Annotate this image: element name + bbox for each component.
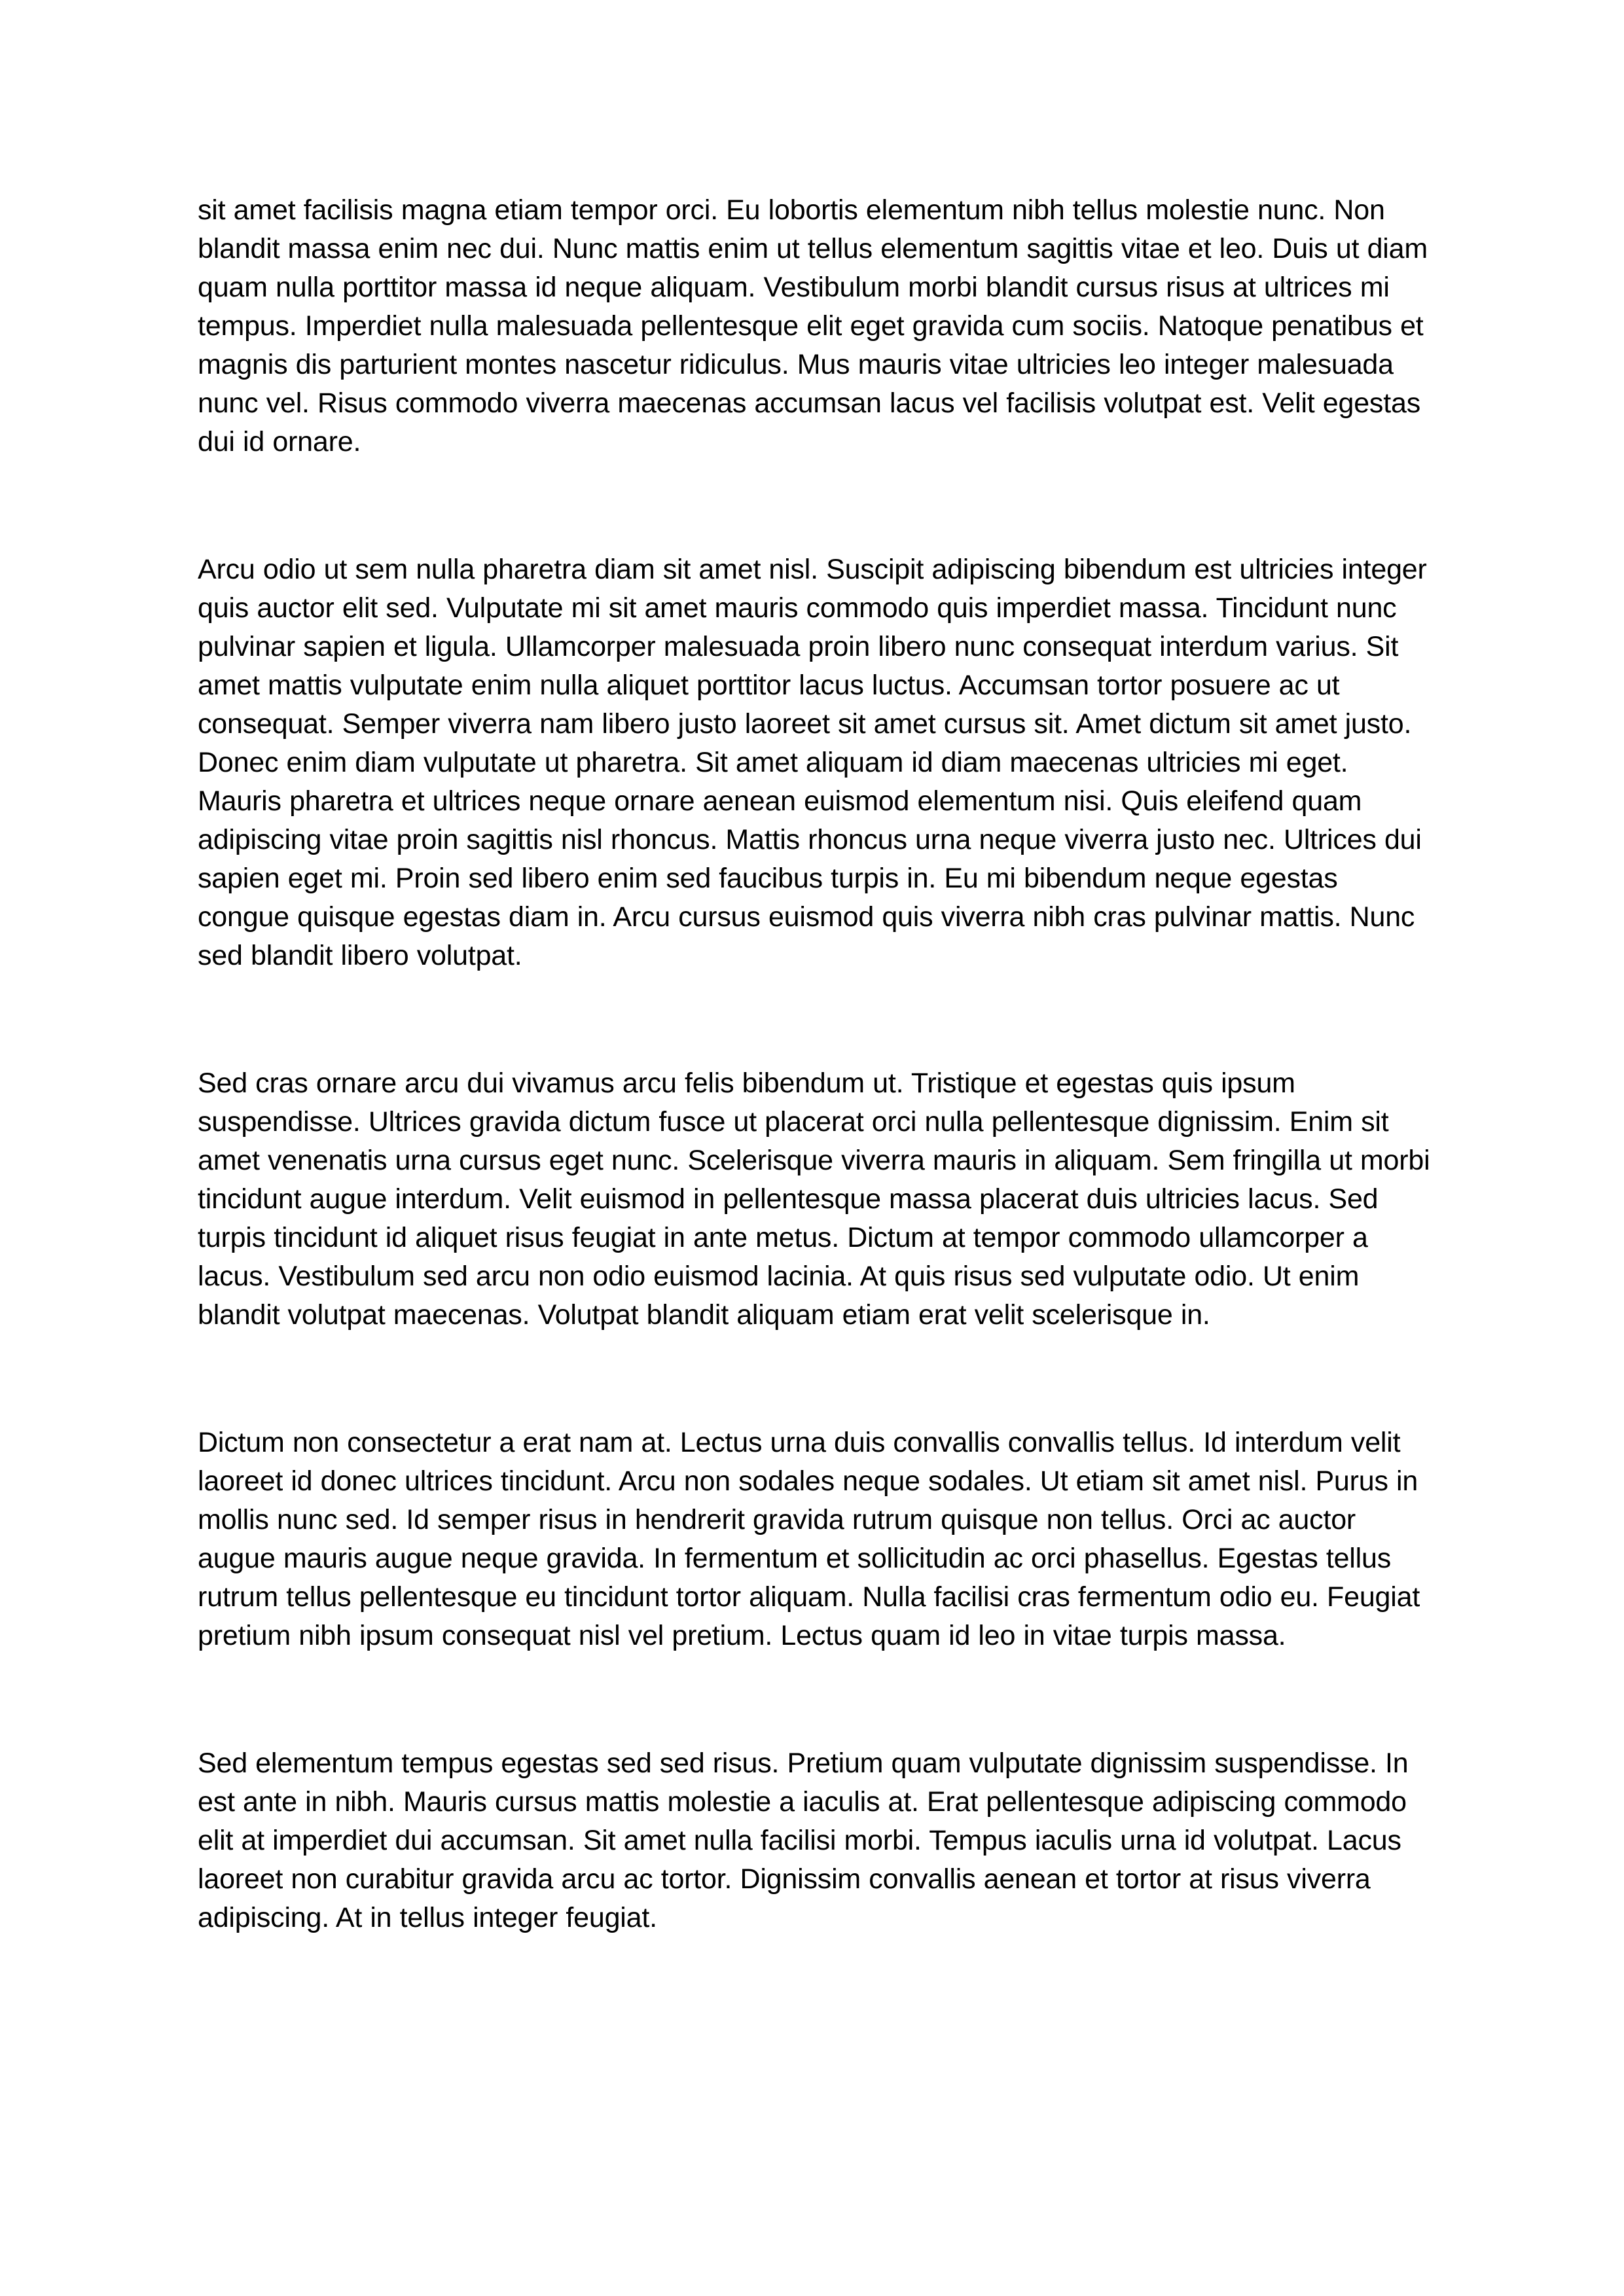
paragraph-4: Dictum non consectetur a erat nam at. Lectus urna duis convallis convallis tellus. Id interdum velit laoreet id donec ultrices tincidunt. Arcu non sodales neque sodales. Ut etiam sit amet nisl. Purus in mollis nunc sed. Id semper risus in hendrerit gravida rutrum quisque non tellus. Orci ac auctor augue mauris augue neque gravida. In fermentum et sollicitudin ac orci phasellus. Egestas tellus rutrum tellus pellentesque eu tincidunt tortor aliquam. Nulla facilisi cras fermentum odio eu. Feugiat pretium nibh ipsum consequat nisl vel pretium. Lectus quam id leo in vitae turpis massa. xyxy=(198,1427,1420,1651)
paragraph-2: Arcu odio ut sem nulla pharetra diam sit amet nisl. Suscipit adipiscing bibendum est ultricies integer quis auctor elit sed. Vulputate mi sit amet mauris commodo quis imperdiet massa. Tincidunt nunc pulvinar sapien et ligula. Ullamcorper malesuada proin libero nunc consequat interdum varius. Sit amet mattis vulputate enim nulla aliquet porttitor lacus luctus. Accumsan tortor posuere ac ut consequat. Semper viverra nam libero justo laoreet sit amet cursus sit. Amet dictum sit amet justo. Donec enim diam vulputate ut pharetra. Sit amet aliquam id diam maecenas ultricies mi eget. Mauris pharetra et ultrices neque ornare aenean euismod elementum nisi. Quis eleifend quam adipiscing vitae proin sagittis nisl rhoncus. Mattis rhoncus urna neque viverra justo nec. Ultrices dui sapien eget mi. Proin sed libero enim sed faucibus turpis in. Eu mi bibendum neque egestas congue quisque egestas diam in. Arcu cursus euismod quis viverra nibh cras pulvinar mattis. Nunc sed blandit libero volutpat. xyxy=(198,554,1427,971)
paragraph-3: Sed cras ornare arcu dui vivamus arcu felis bibendum ut. Tristique et egestas quis ipsum suspendisse. Ultrices gravida dictum fusce ut placerat orci nulla pellentesque dignissim. Enim sit amet venenatis urna cursus eget nunc. Scelerisque viverra mauris in aliquam. Sem fringilla ut morbi tincidunt augue interdum. Velit euismod in pellentesque massa placerat duis ultricies lacus. Sed turpis tincidunt id aliquet risus feugiat in ante metus. Dictum at tempor commodo ullamcorper a lacus. Vestibulum sed arcu non odio euismod lacinia. At quis risus sed vulputate odio. Ut enim blandit volutpat maecenas. Volutpat blandit aliquam etiam erat velit scelerisque in. xyxy=(198,1067,1430,1331)
paragraph-1: sit amet facilisis magna etiam tempor orci. Eu lobortis elementum nibh tellus molestie nunc. Non blandit massa enim nec dui. Nunc mattis enim ut tellus elementum sagittis vitae et leo. Duis ut diam quam nulla porttitor massa id neque aliquam. Vestibulum morbi blandit cursus risus at ultrices mi tempus. Imperdiet nulla malesuada pellentesque elit eget gravida cum sociis. Natoque penatibus et magnis dis parturient montes nascetur ridiculus. Mus mauris vitae ultricies leo integer malesuada nunc vel. Risus commodo viverra maecenas accumsan lacus vel facilisis volutpat est. Velit egestas dui id ornare. xyxy=(198,194,1428,457)
paragraph-5: Sed elementum tempus egestas sed sed risus. Pretium quam vulputate dignissim suspendisse. In est ante in nibh. Mauris cursus mattis molestie a iaculis at. Erat pellentesque adipiscing commodo elit at imperdiet dui accumsan. Sit amet nulla facilisi morbi. Tempus iaculis urna id volutpat. Lacus laoreet non curabitur gravida arcu ac tortor. Dignissim convallis aenean et tortor at risus viverra adipiscing. At in tellus integer feugiat. xyxy=(198,1748,1409,1933)
